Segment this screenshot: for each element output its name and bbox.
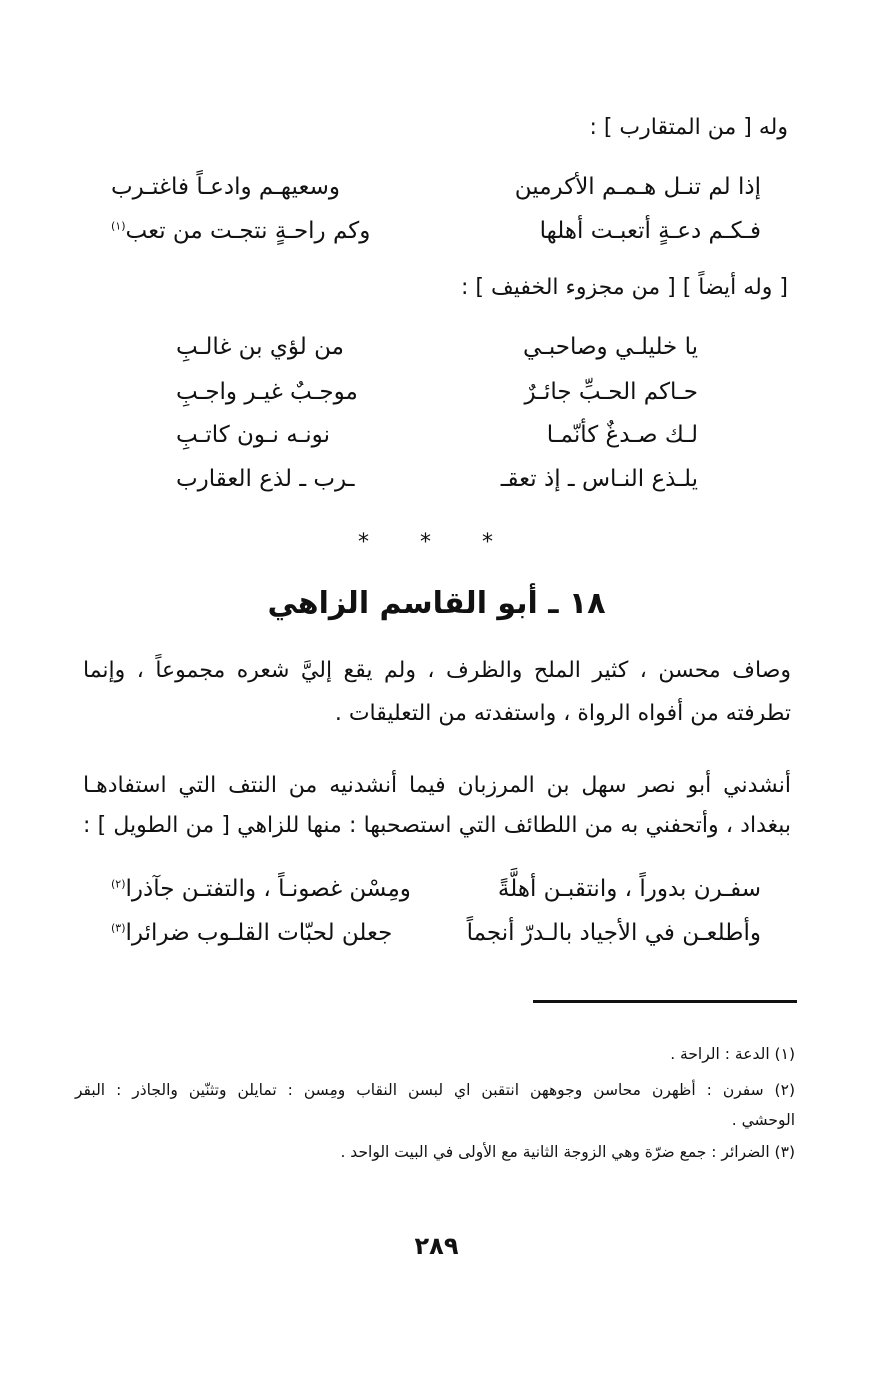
verse-text: ومِسْن غصونـاً ، والتفتـن جآذرا — [125, 876, 411, 902]
verse-hemistich-a: فـكـم دعـةٍ أتعبـت أهلها — [539, 218, 761, 244]
intro-line-1: وله [ من المتقارب ] : — [589, 115, 788, 140]
verse-hemistich-a: يا خليلـي وصاحبـي — [522, 334, 698, 360]
footnote-divider — [533, 1000, 797, 1003]
verse-hemistich-b: وسعيهـم وادعـاً فاغتـرب — [111, 174, 340, 200]
footnote-ref: (١) — [111, 219, 126, 233]
verse-hemistich-b: نونـه نـون كاتـبِ — [176, 422, 330, 448]
verse-hemistich-b: من لؤي بن غالـبِ — [176, 334, 344, 360]
verse-hemistich-b — [111, 872, 411, 906]
paragraph-2-line-1: أنشدني أبو نصر سهل بن المرزبان فيما أنشدنيه من النتف التي استفادهـا — [83, 773, 791, 798]
verse-1-2 — [111, 214, 761, 248]
section-separator: * * * — [358, 530, 515, 555]
verse-hemistich-b — [111, 214, 370, 248]
verse-2-3 — [176, 418, 698, 452]
footnote-2: (٢) سفرن : أظهرن محاسن وجوههن انتقبن اي لبسن النقاب ومِسن : تمايلن وتثنّين والجاذر : البقر — [75, 1081, 795, 1099]
verse-text: وكم راحـةٍ نتجـت من تعب — [125, 218, 371, 244]
verse-hemistich-a: لـك صـدغٌ كأنّمـا — [546, 422, 698, 448]
verse-hemistich-a: سفـرن بدوراً ، وانتقبـن أهلَّةً — [497, 876, 761, 902]
footnote-ref: (٣) — [111, 921, 126, 935]
footnote-ref: (٢) — [111, 877, 126, 891]
verse-hemistich-a: يلـذع النـاس ـ إذ تعقـ — [500, 466, 698, 492]
paragraph-2-line-2: ببغداد ، وأتحفني به من اللطائف التي استصحبها : منها للزاهي [ من الطويل ] : — [83, 813, 791, 838]
verse-hemistich-b: ـرب ـ لذع العقارب — [176, 466, 355, 492]
verse-1-1 — [111, 170, 761, 204]
intro-line-2: [ وله أيضاً ] [ من مجزوء الخفيف ] : — [460, 275, 788, 300]
footnote-1: (١) الدعة : الراحة . — [670, 1045, 795, 1063]
page-number: ٢٨٩ — [414, 1232, 459, 1260]
verse-3-2 — [111, 916, 761, 950]
verse-2-2 — [176, 375, 698, 409]
footnote-2-continued: الوحشي . — [731, 1111, 795, 1129]
verse-hemistich-a: حـاكم الحـبِّ جائـرٌ — [524, 379, 698, 405]
verse-2-1 — [176, 330, 698, 364]
paragraph-1-line-1: وصاف محسن ، كثير الملح والظرف ، ولم يقع إليَّ شعره مجموعاً ، وإنما — [83, 658, 791, 683]
verse-text: جعلن لحبّات القلـوب ضرائرا — [125, 920, 393, 946]
verse-hemistich-a: وأطلعـن في الأجياد بالـدرّ أنجماً — [466, 920, 761, 946]
verse-hemistich-b — [111, 916, 392, 950]
verse-hemistich-b: موجـبٌ غيـر واجـبِ — [176, 379, 358, 405]
verse-2-4 — [176, 462, 698, 496]
section-title: ١٨ ـ أبو القاسم الزاهي — [267, 586, 606, 621]
verse-3-1 — [111, 872, 761, 906]
footnote-3: (٣) الضرائر : جمع ضرّة وهي الزوجة الثانية مع الأولى في البيت الواحد . — [340, 1143, 795, 1161]
paragraph-1-line-2: تطرفته من أفواه الرواة ، واستفدته من التعليقات . — [334, 701, 791, 726]
verse-hemistich-a: إذا لم تنـل هـمـم الأكرمين — [514, 174, 761, 200]
